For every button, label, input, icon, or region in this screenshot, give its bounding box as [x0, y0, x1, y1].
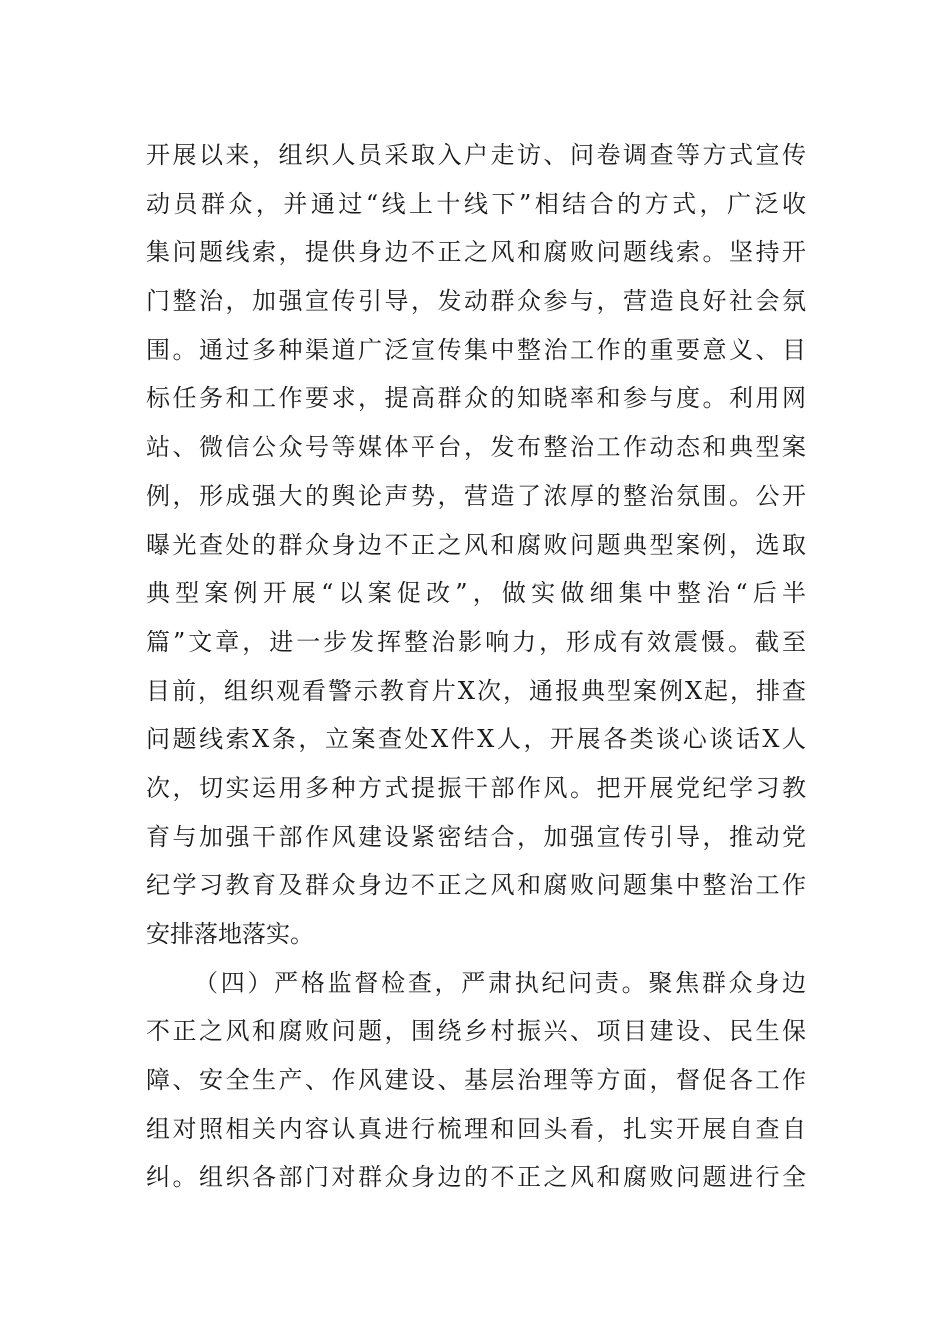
text-line: 典型案例开展“以案促改”，做实做细集中整治“后半 — [146, 579, 806, 608]
text-line: 障、安全生产、作风建设、基层治理等方面，督促各工作 — [146, 1066, 806, 1095]
text-line: 篇”文章，进一步发挥整治影响力，形成有效震慑。截至 — [146, 627, 806, 656]
text-line: 育与加强干部作风建设紧密结合，加强宣传引导，推动党 — [146, 822, 806, 851]
section-heading-line: （四）严格监督检查，严肃执纪问责。聚焦群众身边 — [194, 968, 806, 997]
text-line: 组对照相关内容认真进行梳理和回头看，扎实开展自查自 — [146, 1114, 806, 1143]
document-body — [146, 131, 806, 1202]
text-line: 纪学习教育及群众身边不正之风和腐败问题集中整治工作 — [146, 871, 806, 900]
text-line: 开展以来，组织人员采取入户走访、问卷调查等方式宣传 — [146, 141, 806, 169]
text-line: 次，切实运用多种方式提振干部作风。把开展党纪学习教 — [146, 773, 806, 802]
text-line: 例，形成强大的舆论声势，营造了浓厚的整治氛围。公开 — [146, 481, 806, 510]
text-line: 站、微信公众号等媒体平台，发布整治工作动态和典型案 — [146, 433, 806, 462]
text-line: 集问题线索，提供身边不正之风和腐败问题线索。坚持开 — [146, 238, 806, 267]
text-line: 问题线索X条，立案查处X件X人，开展各类谈心谈话X人 — [146, 725, 806, 754]
text-line: 目前，组织观看警示教育片X次，通报典型案例X起，排查 — [146, 676, 806, 705]
text-line: 围。通过多种渠道广泛宣传集中整治工作的重要意义、目 — [146, 335, 806, 364]
text-line: 不正之风和腐败问题，围绕乡村振兴、项目建设、民生保 — [146, 1017, 806, 1046]
text-line: 曝光查处的群众身边不正之风和腐败问题典型案例，选取 — [146, 530, 806, 559]
text-line: 纠。组织各部门对群众身边的不正之风和腐败问题进行全 — [146, 1163, 806, 1192]
paragraph-end-line: 安排落地落实。 — [146, 920, 314, 948]
text-line: 动员群众，并通过“线上十线下”相结合的方式，广泛收 — [146, 189, 806, 218]
text-line: 门整治，加强宣传引导，发动群众参与，营造良好社会氛 — [146, 287, 806, 316]
text-line: 标任务和工作要求，提高群众的知晓率和参与度。利用网 — [146, 384, 806, 413]
